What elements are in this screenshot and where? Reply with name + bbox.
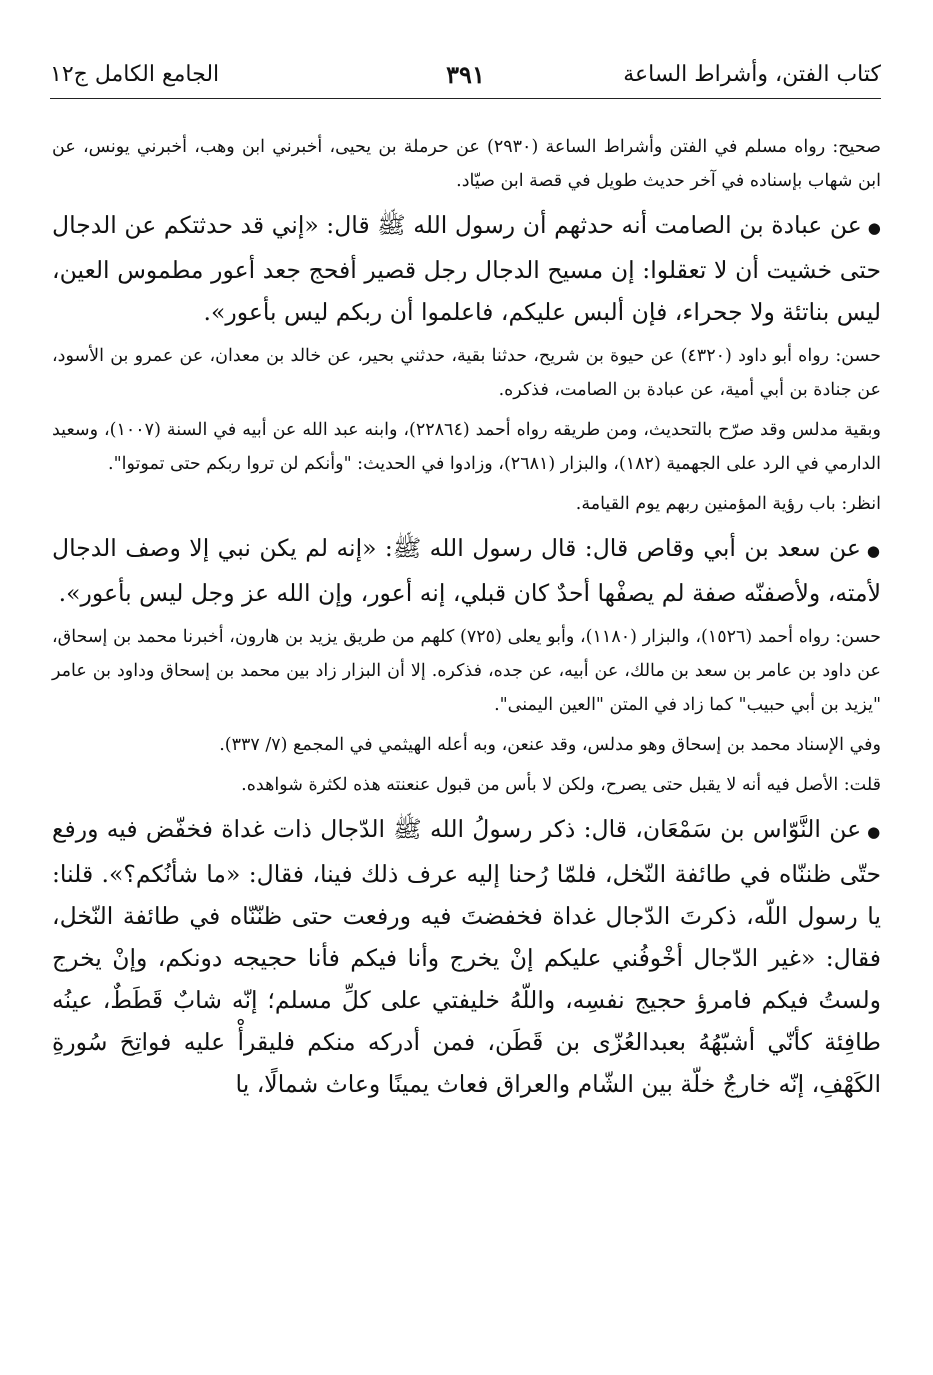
takhrij-note: وبقية مدلس وقد صرّح بالتحديث، ومن طريقه رواه أحمد (٢٢٨٦٤)، وابنه عبد الله عن أبيه في السنة (١٠٠٧)، وسعيد الدارمي في الرد على الجهمية (١٨٢)، والبزار (٢٦٨١)، وزادوا في الحديث: "وأنكم لن تروا ربكم حتى تموتوا".	[52, 420, 881, 474]
page-body	[52, 130, 881, 1111]
book-title: الجامع الكامل ج١٢	[50, 62, 220, 87]
page-number: ٣٩١	[446, 60, 485, 89]
bullet-icon: ●	[867, 823, 881, 841]
bullet-icon: ●	[866, 542, 881, 560]
takhrij-note: وفي الإسناد محمد بن إسحاق وهو مدلس، وقد عنعن، وبه أعله الهيثمي في المجمع (٧/ ٣٣٧).	[219, 735, 881, 755]
cross-reference-note: انظر: باب رؤية المؤمنين ربهم يوم القيامة.	[575, 494, 881, 514]
hadith-paragraph: ●عن سعد بن أبي وقاص قال: قال رسول الله ﷺ: «إنه لم يكن نبي إلا وصف الدجال لأمته، ولأصفنّه صفة لم يصفْها أحدٌ كان قبلي، إنه أعور، وإن الله عز وجل ليس بأعور».	[52, 534, 881, 607]
takhrij-note: حسن: رواه أحمد (١٥٢٦)، والبزار (١١٨٠)، وأبو يعلى (٧٢٥) كلهم من طريق يزيد بن هارون، أخبرنا محمد بن إسحاق، عن داود بن عامر بن سعد بن مالك، عن أبيه، عن جده، فذكره. إلا أن البزار زاد بين محمد بن إسحاق وداود بن عامر "يزيد بن أبي حبيب" كما زاد في المتن "العين اليمنى".	[52, 627, 882, 715]
hadith-paragraph: ●عن النَّوّاس بن سَمْعَان، قال: ذكر رسولُ الله ﷺ الدّجال ذات غداة فخفّض فيه ورفع حتّى ظننّاه في طائفة النّخل، فلمّا رُحنا إليه عرف ذلك فينا، فقال: «ما شأنُكم؟». قلنا: يا رسول اللّه، ذكرتَ الدّجال غداة فخفضتَ فيه ورفعت حتى ظنّنّاه في طائفة النّخل، فقال: «غير الدّجال أخْوفُني عليكم إنْ يخرج وأنا فيكم فأنا حجيجه دونكم، وإنْ يخرج ولستُ فيكم فامرؤ حجيج نفسِه، واللّهُ خليفتي على كلِّ مسلم؛ إنّه شابٌ قَطَطٌ، عينُه طافِئة كأنّي أشبّهُهُ بعبدالعُزّى بن قَطَن، فمن أدركه منكم فليقرأْ عليه فواتِحَ سُورةِ الكَهْفِ، إنّه خارجٌ خلّة بين الشّام والعراق فعاث يمينًا وعاث شمالًا، يا	[52, 815, 881, 1098]
bullet-icon: ●	[867, 219, 881, 237]
page-header	[50, 58, 881, 99]
hadith-paragraph: ●عن عبادة بن الصامت أنه حدثهم أن رسول الله ﷺ قال: «إني قد حدثتكم عن الدجال حتى خشيت أن لا تعقلوا: إن مسيح الدجال رجل قصير أفحج جعد أعور مطموس العين، ليس بناتئة ولا جحراء، فإن ألبس عليكم، فاعلموا أن ربكم ليس بأعور».	[52, 211, 881, 326]
author-comment: قلت: الأصل فيه أنه لا يقبل حتى يصرح، ولكن لا بأس من قبول عنعنته هذه لكثرة شواهده.	[241, 775, 881, 795]
chapter-title: كتاب الفتن، وأشراط الساعة	[623, 62, 881, 87]
takhrij-note: صحيح: رواه مسلم في الفتن وأشراط الساعة (٢٩٣٠) عن حرملة بن يحيى، أخبرني ابن وهب، أخبرني يونس، عن ابن شهاب بإسناده في آخر حديث طويل في قصة ابن صيّاد.	[52, 137, 881, 191]
takhrij-note: حسن: رواه أبو داود (٤٣٢٠) عن حيوة بن شريح، حدثنا بقية، حدثني بحير، عن خالد بن معدان، عن عمرو بن الأسود، عن جنادة بن أبي أمية، عن عبادة بن الصامت، فذكره.	[52, 346, 881, 400]
